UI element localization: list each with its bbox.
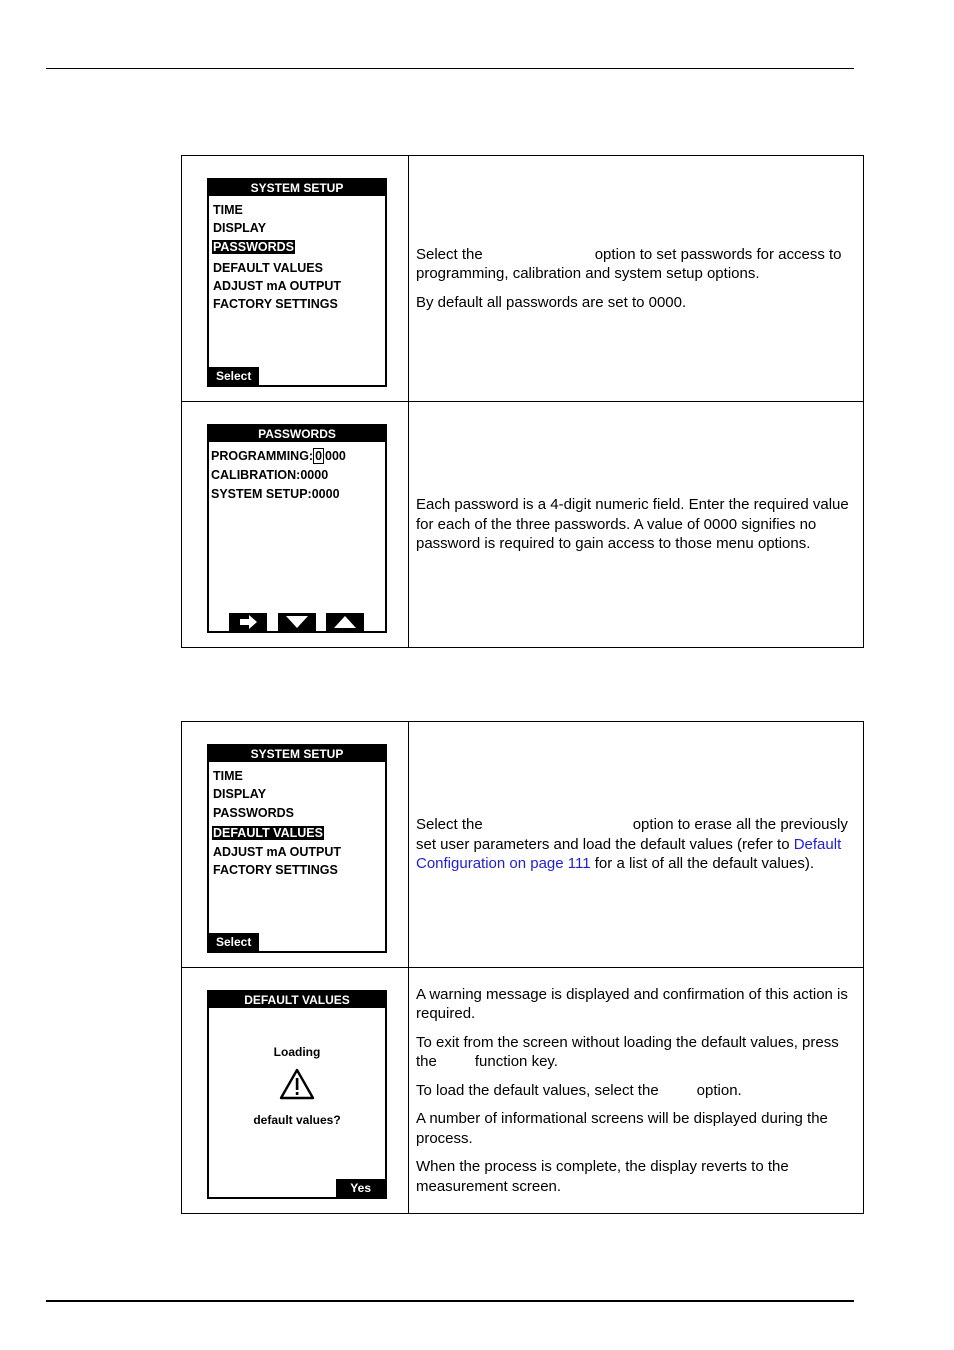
menu-item-time: TIME [213, 769, 243, 783]
passwords-procedure-table [181, 155, 864, 648]
instruction-cell [409, 722, 864, 968]
instruction-text: Each password is a 4-digit numeric field. Enter the required value for each of the three passwords. A value of 0000 signifies no password is required to gain access to those menu options. [416, 496, 849, 553]
menu-item-factory-settings: FACTORY SETTINGS [213, 863, 338, 877]
table-row [182, 722, 864, 968]
menu-item-passwords: PASSWORDS [213, 240, 295, 254]
table-row [182, 968, 864, 1214]
default-configuration-link[interactable]: Default Configuration on page 111 [416, 835, 842, 873]
programming-password-field: PROGRAMMING: 0 000 [211, 449, 346, 463]
instruction-cell [409, 402, 864, 648]
instruction-text: When the process is complete, the display reverts to the measurement screen. [416, 1158, 789, 1195]
instruction-text: Select the option to set passwords for access to programming, calibration and system setup options. [416, 245, 842, 283]
select-softkey: Select [209, 933, 259, 951]
instruction-cell [409, 156, 864, 402]
table-row [182, 402, 864, 648]
screen-title: SYSTEM SETUP [209, 180, 385, 196]
system-setup-screen [207, 178, 387, 387]
menu-item-adjust-ma-output: ADJUST mA OUTPUT [213, 279, 342, 293]
system-setup-screen [207, 744, 387, 953]
instruction-text: To exit from the screen without loading the default values, press the function key. [416, 1033, 839, 1071]
screen-cell [182, 156, 409, 402]
menu-item-default-values: DEFAULT VALUES [213, 826, 323, 840]
default-values-procedure-table [181, 721, 864, 1214]
loading-text: Loading [273, 1045, 321, 1059]
menu-item-factory-settings: FACTORY SETTINGS [213, 297, 338, 311]
table-row [182, 156, 864, 402]
menu-item-adjust-ma-output: ADJUST mA OUTPUT [213, 845, 342, 859]
down-arrow-icon [278, 613, 316, 631]
warning-icon [209, 1068, 385, 1102]
instruction-text: By default all passwords are set to 0000. [416, 293, 687, 311]
passwords-screen [207, 424, 387, 633]
system-setup-password-field: SYSTEM SETUP:0000 [211, 487, 340, 501]
instruction-text: To load the default values, select the option. [416, 1081, 742, 1099]
right-arrow-icon [229, 613, 267, 631]
instruction-text: Select the option to erase all the previously set user parameters and load the default values (refer to Default Configuration on page 111 for a list of all the default values). [416, 816, 848, 873]
screen-cell [182, 968, 409, 1214]
yes-softkey: Yes [336, 1179, 385, 1197]
instruction-text: A warning message is displayed and confirmation of this action is required. [416, 985, 848, 1023]
header-rule [46, 68, 854, 69]
digit-cursor: 0 [315, 449, 323, 463]
screen-title: DEFAULT VALUES [209, 992, 385, 1008]
footer-rule [46, 1300, 854, 1302]
calibration-password-field: CALIBRATION:0000 [211, 468, 329, 482]
instruction-text: A number of informational screens will be displayed during the process. [416, 1110, 828, 1147]
menu-item-passwords: PASSWORDS [213, 806, 295, 820]
screen-cell [182, 402, 409, 648]
menu-item-display: DISPLAY [213, 221, 267, 235]
instruction-cell [409, 968, 864, 1214]
menu-item-display: DISPLAY [213, 787, 267, 801]
select-softkey: Select [209, 367, 259, 385]
menu-item-default-values: DEFAULT VALUES [213, 261, 323, 275]
menu-item-time: TIME [213, 203, 243, 217]
screen-title: SYSTEM SETUP [209, 746, 385, 762]
screen-title: PASSWORDS [209, 426, 385, 442]
default-values-question: default values? [253, 1113, 341, 1127]
screen-cell [182, 722, 409, 968]
default-values-screen [207, 990, 387, 1199]
up-arrow-icon [326, 613, 364, 631]
